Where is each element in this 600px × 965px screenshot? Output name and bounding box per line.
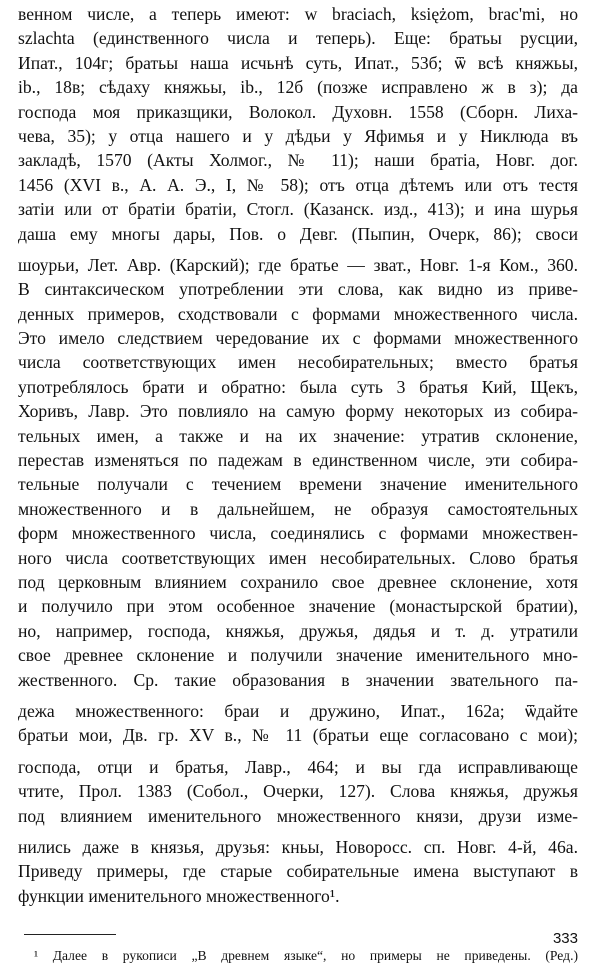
text-line: денных примеров, сходствовали с формами множественного числа.: [18, 303, 578, 324]
text-line: Это имело следствием чередование их с формами множественного: [18, 328, 578, 349]
page-number: 333: [552, 930, 578, 947]
text-line: 1456 (XVI в., А. А. Э., I, № 58); отъ отца дѣтемъ или отъ тестя: [18, 174, 578, 195]
text-line: и получило при этом особенное значение (монастырской братии),: [18, 596, 578, 617]
body-text: [18, 2, 578, 908]
text-line: под церковным влиянием сохранило свое древнее склонение, хотя: [18, 571, 578, 592]
text-line: жественного. Ср. такие образования в значении звательного па-: [18, 669, 578, 690]
text-line: перестав изменяться по падежам в единственном числе, эти собира-: [18, 450, 578, 471]
text-line: Приведу примеры, где старые собирательные имена выступают в: [18, 861, 578, 882]
footnote: ¹ Далее в рукописи „В древнем языке“, но примеры не приведены. (Ред.): [34, 948, 578, 964]
text-line: форм множественного числа, соединялись с формами множествен-: [18, 523, 578, 544]
text-line: В синтаксическом употреблении эти слова, как видно из приве-: [18, 279, 578, 300]
text-line: чтите, Прол. 1383 (Собол., Очерки, 127). Слова княжья, дружья: [18, 781, 578, 802]
text-line: даша ему многы дары, Пов. о Девг. (Пыпин, Очерк, 86); своси: [18, 223, 578, 244]
text-line: szlachta (единственного числа и теперь). Еще: братьы русции,: [18, 28, 578, 49]
text-line: ного числа соответствующих имен несобирательных. Слово братья: [18, 547, 578, 568]
footnote-divider: [24, 934, 116, 935]
text-line: господа моя приказщики, Волокол. Духовн. 1558 (Сборн. Лиха-: [18, 101, 578, 122]
text-line: употреблялось брати и обратно: была суть 3 братья Кий, Щекъ,: [18, 376, 578, 397]
text-line: братьи мои, Дв. гр. XV в., № 11 (братьи еще согласовано с мои);: [18, 725, 578, 746]
text-line: тельные получали с течением времени значение именительного: [18, 474, 578, 495]
text-line: затiи или от братiи братiи, Стогл. (Казанск. изд., 413); и ина шурья: [18, 199, 578, 220]
text-line: под влиянием именительного множественного князи, друзи изме-: [18, 805, 578, 826]
text-line: нились даже в князья, друзья: кньы, Новоросс. сп. Новг. 4-й, 46а.: [18, 836, 578, 857]
text-line: шоурьи, Лет. Авр. (Карский); где братье — зват., Новг. 1-я Ком., 360.: [18, 254, 578, 275]
text-line: господа, отци и братья, Лавр., 464; и вы гда исправливающе: [18, 756, 578, 777]
text-line: Ипат., 104г; братьы наша исчьнѣ суть, Ипат., 53б; ѿ всѣ княжьы,: [18, 52, 578, 73]
text-line: дежа множественного: браи и дружино, Ипат., 162а; ѿдайте: [18, 700, 578, 721]
text-line: ib., 18в; сѣдаху княжьы, ib., 12б (позже исправлено ж в з); да: [18, 77, 578, 98]
text-line: Хоривъ, Лавр. Это повлияло на самую форму некоторых из собира-: [18, 401, 578, 422]
text-line: чева, 35); у отца нашего и у дѣдьи у Яфимья и у Никлюда въ: [18, 125, 578, 146]
text-line: закладѣ, 1570 (Акты Холмог., № 11); наши братiа, Новг. дог.: [18, 150, 578, 171]
text-line: числа соответствующих имен несобирательных; вместо братья: [18, 352, 578, 373]
text-line: но, например, господа, княжья, дружья, дядья и т. д. утратили: [18, 620, 578, 641]
text-line: свое древнее склонение и получили значение именительного мно-: [18, 645, 578, 666]
text-line: тельных имен, а также и на их значение: утратив склонение,: [18, 425, 578, 446]
text-line: множественного и в дальнейшем, не образуя самостоятельных: [18, 498, 578, 519]
text-line: функции именительного множественного¹.: [18, 885, 340, 906]
text-line: венном числе, а теперь имеют: w braciach, księżom, brac'mi, но: [18, 4, 578, 24]
